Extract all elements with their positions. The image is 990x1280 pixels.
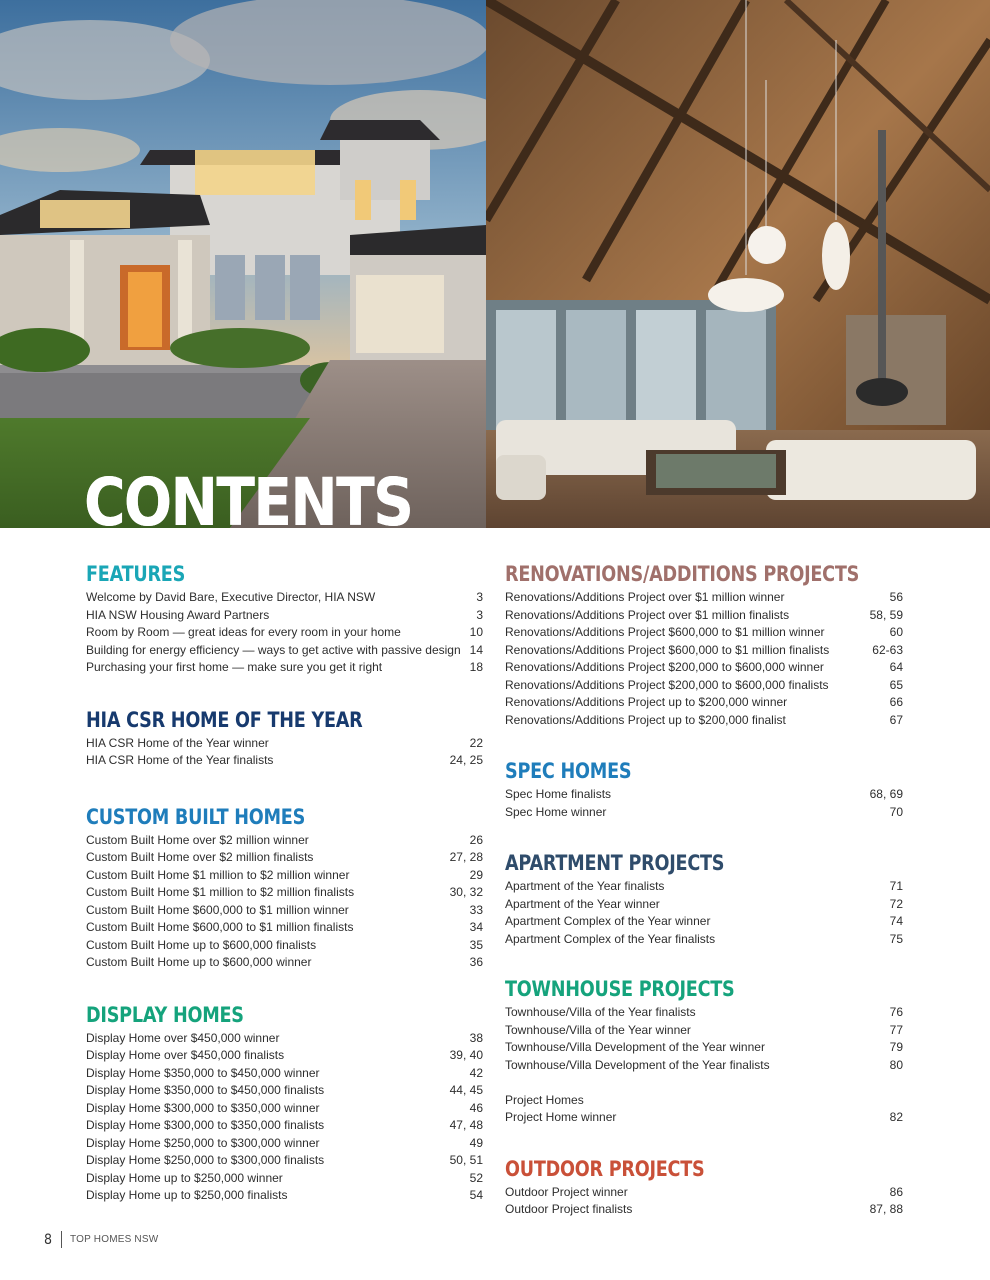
toc-entry[interactable] <box>86 937 483 955</box>
entry-page: 77 <box>889 1022 903 1037</box>
entry-label: Display Home over $450,000 finalists <box>86 1048 285 1062</box>
toc-entry[interactable] <box>86 735 483 753</box>
left-column <box>86 562 483 1205</box>
toc-entry[interactable] <box>86 1100 483 1118</box>
toc-entry[interactable] <box>505 677 903 695</box>
toc-entry[interactable] <box>86 1152 483 1170</box>
entry-label: Renovations/Additions Project up to $200,000 finalist <box>505 712 786 727</box>
toc-entry[interactable] <box>505 694 903 712</box>
toc-entry[interactable] <box>86 752 483 770</box>
entry-label: Apartment Complex of the Year finalists <box>505 931 716 946</box>
apartment-section <box>505 851 903 948</box>
entry-label: Townhouse/Villa Development of the Year winner <box>505 1040 765 1054</box>
entry-label: Custom Built Home $600,000 to $1 million winner <box>86 902 349 917</box>
entry-label: Custom Built Home over $2 million finalists <box>86 850 314 864</box>
townhouse-heading: TOWNHOUSE PROJECTS <box>505 977 735 1001</box>
entry-page: 30, 32 <box>449 885 483 899</box>
entry-label: Project Home winner <box>505 1110 617 1124</box>
toc-entry[interactable] <box>86 832 483 850</box>
display-homes-section <box>86 1003 483 1205</box>
entry-page: 26 <box>469 832 483 847</box>
entry-label: Display Home over $450,000 winner <box>86 1030 280 1045</box>
toc-entry[interactable] <box>505 1109 903 1127</box>
entry-label: Renovations/Additions Project $200,000 to $600,000 winner <box>505 660 824 674</box>
project-homes-heading: Project Homes <box>505 1092 584 1107</box>
toc-entry[interactable] <box>86 1065 483 1083</box>
entry-label: Apartment Complex of the Year winner <box>505 914 711 928</box>
entry-label: Custom Built Home over $2 million winner <box>86 832 309 847</box>
toc-entry[interactable] <box>86 867 483 885</box>
footer-divider <box>61 1231 62 1248</box>
entry-page: 72 <box>889 896 903 911</box>
spec-homes-section <box>505 759 903 821</box>
entry-page: 38 <box>469 1030 483 1045</box>
entry-label: Display Home $250,000 to $300,000 finalists <box>86 1153 325 1167</box>
entry-page: 3 <box>476 607 483 622</box>
entry-label: Display Home up to $250,000 finalists <box>86 1188 288 1202</box>
entry-page: 68, 69 <box>869 787 903 801</box>
toc-entry[interactable] <box>505 878 903 896</box>
entry-label: Apartment of the Year finalists <box>505 879 665 893</box>
entry-label: HIA CSR Home of the Year finalists <box>86 753 274 767</box>
header-photos <box>0 0 990 528</box>
entry-label: Renovations/Additions Project up to $200,000 winner <box>505 695 788 709</box>
toc-entry[interactable] <box>86 884 483 902</box>
entry-label: Townhouse/Villa of the Year winner <box>505 1022 691 1037</box>
entry-page: 22 <box>469 735 483 750</box>
home-of-year-heading: HIA CSR HOME OF THE YEAR <box>86 707 363 732</box>
toc-entry[interactable] <box>505 1004 903 1022</box>
toc-entry[interactable] <box>505 786 903 804</box>
toc-entry[interactable] <box>86 919 483 937</box>
entry-page: 86 <box>889 1184 903 1199</box>
entry-page: 3 <box>476 590 483 604</box>
custom-built-heading: CUSTOM BUILT HOMES <box>86 804 306 829</box>
toc-entry[interactable] <box>86 607 483 625</box>
right-column <box>505 562 903 1219</box>
entry-page: 14 <box>469 642 483 657</box>
toc-entry[interactable] <box>86 1170 483 1188</box>
toc-entry[interactable] <box>505 1022 903 1040</box>
entry-page: 34 <box>469 920 483 934</box>
entry-page: 76 <box>889 1005 903 1019</box>
entry-label: Custom Built Home up to $600,000 winner <box>86 955 312 969</box>
display-homes-heading: DISPLAY HOMES <box>86 1002 244 1027</box>
toc-entry[interactable] <box>505 1039 903 1057</box>
entry-label: Custom Built Home up to $600,000 finalists <box>86 937 317 952</box>
entry-page: 64 <box>889 660 903 674</box>
entry-page: 71 <box>889 879 903 893</box>
entry-page: 54 <box>469 1188 483 1202</box>
toc-entry[interactable] <box>86 1117 483 1135</box>
entry-label: Display Home $300,000 to $350,000 winner <box>86 1100 320 1115</box>
entry-page: 36 <box>469 955 483 969</box>
interior-living-room-photo <box>486 0 990 528</box>
entry-page: 65 <box>889 677 903 692</box>
entry-label: Display Home $350,000 to $450,000 finalists <box>86 1083 325 1097</box>
page-number: 8 <box>44 1231 53 1248</box>
entry-page: 39, 40 <box>449 1048 483 1062</box>
toc-entry[interactable] <box>505 589 903 607</box>
entry-label: Custom Built Home $600,000 to $1 million finalists <box>86 920 354 934</box>
outdoor-section <box>505 1157 903 1219</box>
toc-entry[interactable] <box>86 954 483 972</box>
entry-label: Townhouse/Villa Development of the Year finalists <box>505 1057 770 1072</box>
entry-label: Renovations/Additions Project $600,000 to $1 million winner <box>505 625 825 639</box>
entry-page: 74 <box>889 914 903 928</box>
toc-entry[interactable] <box>86 1047 483 1065</box>
entry-label: Purchasing your first home — make sure you get it right <box>86 660 383 674</box>
toc-entry[interactable] <box>505 804 903 822</box>
entry-page: 42 <box>469 1065 483 1080</box>
entry-page: 47, 48 <box>449 1118 483 1132</box>
toc-entry[interactable] <box>505 1057 903 1075</box>
entry-page: 70 <box>889 804 903 819</box>
entry-label: Display Home $300,000 to $350,000 finalists <box>86 1118 325 1132</box>
entry-page: 44, 45 <box>449 1083 483 1097</box>
toc-entry[interactable] <box>505 624 903 642</box>
entry-label: HIA NSW Housing Award Partners <box>86 607 270 622</box>
house-exterior-photo <box>0 0 486 528</box>
entry-page: 29 <box>469 867 483 882</box>
project-homes-section <box>505 1092 903 1127</box>
entry-page: 87, 88 <box>869 1202 903 1216</box>
entry-label: Display Home $250,000 to $300,000 winner <box>86 1135 320 1150</box>
entry-label: HIA CSR Home of the Year winner <box>86 735 269 750</box>
outdoor-heading: OUTDOOR PROJECTS <box>505 1156 705 1181</box>
entry-page: 52 <box>469 1170 483 1185</box>
entry-page: 67 <box>889 712 903 727</box>
toc-entry[interactable] <box>86 902 483 920</box>
entry-page: 79 <box>889 1040 903 1054</box>
entry-page: 50, 51 <box>449 1153 483 1167</box>
entry-page: 49 <box>469 1135 483 1150</box>
toc-entry[interactable] <box>505 1184 903 1202</box>
entry-page: 24, 25 <box>449 753 483 767</box>
toc-entry[interactable] <box>86 659 483 677</box>
entry-label: Outdoor Project finalists <box>505 1202 633 1216</box>
entry-label: Building for energy efficiency — ways to get active with passive design <box>86 642 461 657</box>
features-heading: FEATURES <box>86 562 186 586</box>
entry-label: Townhouse/Villa of the Year finalists <box>505 1005 696 1019</box>
entry-page: 60 <box>889 625 903 639</box>
entry-label: Spec Home finalists <box>505 787 612 801</box>
home-of-year-section <box>86 708 483 770</box>
entry-page: 27, 28 <box>449 850 483 864</box>
entry-page: 66 <box>889 695 903 709</box>
toc-entry[interactable] <box>86 624 483 642</box>
entry-page: 56 <box>889 590 903 604</box>
toc-entry[interactable] <box>505 1201 903 1219</box>
entry-label: Renovations/Additions Project over $1 million finalists <box>505 607 790 622</box>
toc-entry[interactable] <box>505 712 903 730</box>
toc-entry[interactable] <box>86 1135 483 1153</box>
entry-page: 82 <box>889 1110 903 1124</box>
entry-label: Renovations/Additions Project $600,000 to $1 million finalists <box>505 642 830 657</box>
spec-homes-heading: SPEC HOMES <box>505 759 632 783</box>
townhouse-section <box>505 977 903 1074</box>
entry-label: Outdoor Project winner <box>505 1184 628 1199</box>
page-footer <box>44 1231 158 1248</box>
entry-label: Renovations/Additions Project $200,000 to $600,000 finalists <box>505 677 829 692</box>
entry-label: Display Home up to $250,000 winner <box>86 1170 283 1185</box>
toc-entry[interactable] <box>86 849 483 867</box>
contents-title: CONTENTS <box>84 464 413 541</box>
entry-label: Welcome by David Bare, Executive Director, HIA NSW <box>86 590 376 604</box>
renovations-heading: RENOVATIONS/ADDITIONS PROJECTS <box>505 562 860 586</box>
entry-page: 80 <box>889 1057 903 1072</box>
entry-page: 62-63 <box>872 642 903 657</box>
entry-page: 10 <box>469 625 483 639</box>
entry-label: Apartment of the Year winner <box>505 896 660 911</box>
entry-page: 35 <box>469 937 483 952</box>
toc-entry[interactable] <box>86 642 483 660</box>
entry-label: Renovations/Additions Project over $1 million winner <box>505 590 785 604</box>
toc-entry[interactable] <box>86 589 483 607</box>
publication-name: TOP HOMES NSW <box>70 1234 159 1245</box>
toc-entry[interactable] <box>505 913 903 931</box>
entry-label: Custom Built Home $1 million to $2 million finalists <box>86 885 355 899</box>
toc-entry[interactable] <box>86 1082 483 1100</box>
toc-entry[interactable] <box>86 1187 483 1205</box>
entry-page: 33 <box>469 902 483 917</box>
entry-label: Spec Home winner <box>505 804 607 819</box>
toc-entry[interactable] <box>505 931 903 949</box>
entry-label: Display Home $350,000 to $450,000 winner <box>86 1065 320 1080</box>
toc-entry[interactable] <box>505 659 903 677</box>
entry-label: Custom Built Home $1 million to $2 million winner <box>86 867 350 882</box>
renovations-section <box>505 562 903 729</box>
entry-page: 46 <box>469 1100 483 1115</box>
entry-page: 58, 59 <box>869 607 903 622</box>
features-section <box>86 562 483 677</box>
entry-page: 18 <box>469 660 483 674</box>
apartment-heading: APARTMENT PROJECTS <box>505 851 725 875</box>
entry-page: 75 <box>889 931 903 946</box>
toc-entry[interactable] <box>86 1030 483 1048</box>
custom-built-section <box>86 805 483 972</box>
toc-entry[interactable] <box>505 896 903 914</box>
toc-entry[interactable] <box>505 642 903 660</box>
toc-entry[interactable] <box>505 607 903 625</box>
entry-label: Room by Room — great ideas for every room in your home <box>86 625 401 639</box>
